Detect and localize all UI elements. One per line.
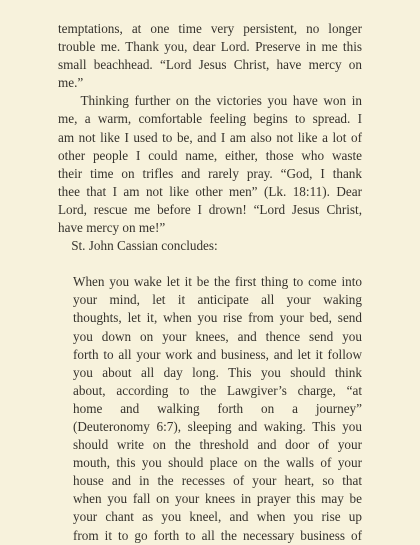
quote-line: mouth, this you should place on the walls of your bbox=[73, 455, 362, 471]
text-line: have mercy on me!” bbox=[58, 220, 166, 236]
quote-line: you about all day long. This you should think bbox=[73, 364, 362, 380]
quote-line: when you fall on your knees in prayer this may be bbox=[73, 491, 362, 507]
paragraph-temptations bbox=[58, 20, 362, 92]
block-quote bbox=[58, 273, 362, 544]
quote-line: you down on your knees, and thence send you bbox=[73, 328, 362, 344]
text-line: other people I could name, either, those who waste bbox=[58, 147, 362, 163]
quote-line: should write on the threshold and door of your bbox=[73, 437, 362, 453]
quote-line: your mind, let it anticipate all your waking bbox=[73, 292, 362, 308]
quote-line: thoughts, let it, when you rise from your bed, send bbox=[73, 310, 362, 326]
text-line: Thinking further on the victories you have won in bbox=[58, 93, 362, 109]
quote-line: home and walking forth on a journey” bbox=[73, 400, 362, 416]
quote-line: your chant as you kneel, and when you rise up bbox=[73, 509, 362, 525]
paragraph-gap bbox=[58, 255, 362, 273]
text-line: Lord, rescue me before I drown! “Lord Jesus Christ, bbox=[58, 201, 362, 217]
text-line: temptations, at one time very persistent, no longer bbox=[58, 21, 362, 36]
quote-line: (Deuteronomy 6:7), sleeping and waking. This you bbox=[73, 418, 362, 434]
paragraph-cassian-intro bbox=[58, 237, 362, 255]
quote-line: When you wake let it be the first thing to come into bbox=[73, 274, 362, 290]
text-line: trouble me. Thank you, dear Lord. Preserve in me this bbox=[58, 39, 362, 55]
text-line: their time on trifles and rarely pray. “God, I thank bbox=[58, 165, 362, 181]
text-line: St. John Cassian concludes: bbox=[58, 238, 218, 254]
text-line: me, a warm, comfortable feeling begins to spread. I bbox=[58, 111, 362, 127]
text-line: me.” bbox=[58, 75, 84, 91]
quote-line: about, according to the Lawgiver’s charge, “at bbox=[73, 382, 362, 398]
text-line: thee that I am not like other men” (Lk. 18:11). Dear bbox=[58, 183, 362, 199]
quote-line: forth to all your work and business, and let it follow bbox=[73, 346, 362, 362]
quote-line: from it to go forth to all the necessary business of bbox=[73, 527, 362, 543]
quote-line: house and in the recesses of your heart, so that bbox=[73, 473, 362, 489]
text-line: am not like I used to be, and I am also not like a lot of bbox=[58, 129, 362, 145]
paragraph-victories bbox=[58, 92, 362, 237]
text-line: small beachhead. “Lord Jesus Christ, have mercy on bbox=[58, 57, 362, 73]
